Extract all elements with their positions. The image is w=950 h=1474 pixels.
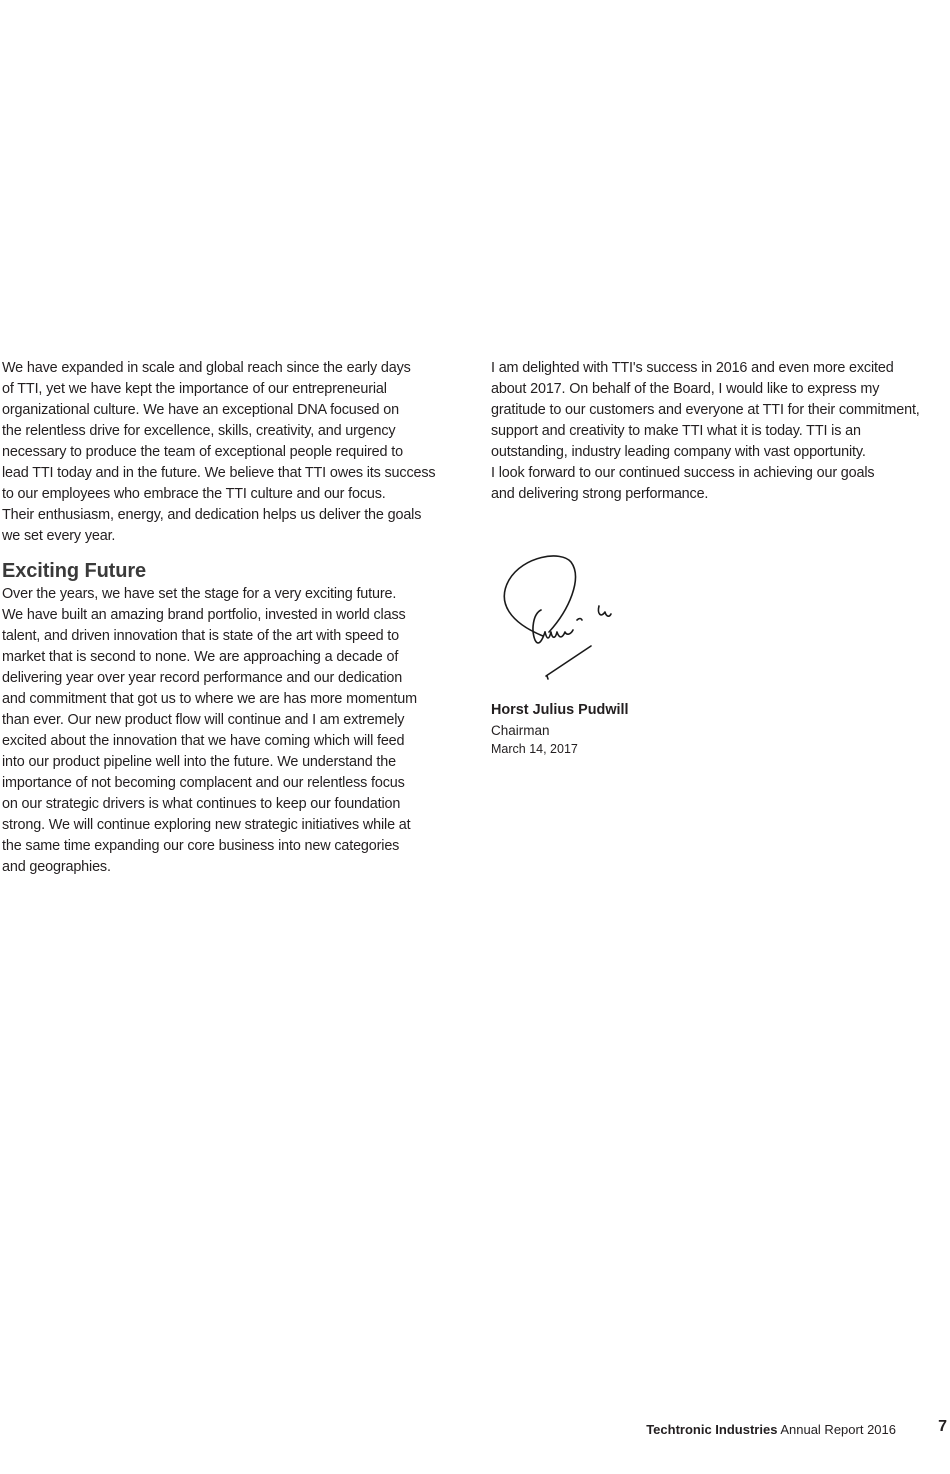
text-line: to our employees who embrace the TTI culture and our focus. [2, 486, 386, 502]
paragraph-exciting-future [2, 584, 472, 878]
footer-brand: Techtronic Industries [646, 1422, 778, 1437]
text-line: about 2017. On behalf of the Board, I would like to express my [491, 381, 880, 397]
signature-date: March 14, 2017 [491, 742, 578, 756]
text-line: necessary to produce the team of exceptional people required to [2, 444, 403, 460]
text-line: gratitude to our customers and everyone at TTI for their commitment, [491, 402, 920, 418]
paragraph-closing [491, 358, 949, 505]
signatory-title: Chairman [491, 723, 550, 738]
text-line: support and creativity to make TTI what it is today. TTI is an [491, 423, 861, 439]
text-line: into our product pipeline well into the future. We understand the [2, 754, 396, 770]
text-line: lead TTI today and in the future. We believe that TTI owes its success [2, 465, 436, 481]
text-line: than ever. Our new product flow will continue and I am extremely [2, 712, 405, 728]
section-heading: Exciting Future [2, 560, 147, 582]
text-line: talent, and driven innovation that is state of the art with speed to [2, 628, 399, 644]
text-line: Over the years, we have set the stage for a very exciting future. [2, 586, 397, 602]
signatory-name: Horst Julius Pudwill [491, 702, 629, 718]
signature-image [491, 548, 631, 683]
text-line: and delivering strong performance. [491, 486, 709, 502]
right-column [491, 358, 949, 505]
text-line: we set every year. [2, 528, 116, 544]
text-line: Their enthusiasm, energy, and dedication helps us deliver the goals [2, 507, 422, 523]
text-line: importance of not becoming complacent and our relentless focus [2, 775, 405, 791]
text-line: the relentless drive for excellence, skills, creativity, and urgency [2, 423, 396, 439]
footer-report: Annual Report 2016 [780, 1422, 896, 1437]
text-line: organizational culture. We have an exceptional DNA focused on [2, 402, 399, 418]
left-column [2, 358, 472, 878]
page-number: 7 [938, 1418, 947, 1435]
text-line: and commitment that got us to where we are has more momentum [2, 691, 417, 707]
text-line: We have built an amazing brand portfolio, invested in world class [2, 607, 406, 623]
text-line: We have expanded in scale and global reach since the early days [2, 360, 411, 376]
text-line: outstanding, industry leading company with vast opportunity. [491, 444, 866, 460]
text-line: and geographies. [2, 859, 111, 875]
text-line: strong. We will continue exploring new strategic initiatives while at [2, 817, 411, 833]
paragraph-culture [2, 358, 472, 547]
text-line: excited about the innovation that we have coming which will feed [2, 733, 405, 749]
text-line: I am delighted with TTI's success in 2016 and even more excited [491, 360, 894, 376]
text-line: of TTI, yet we have kept the importance of our entrepreneurial [2, 381, 387, 397]
footer [646, 1422, 896, 1437]
text-line: I look forward to our continued success in achieving our goals [491, 465, 875, 481]
text-line: market that is second to none. We are approaching a decade of [2, 649, 399, 665]
text-line: delivering year over year record performance and our dedication [2, 670, 403, 686]
text-line: on our strategic drivers is what continues to keep our foundation [2, 796, 401, 812]
text-line: the same time expanding our core business into new categories [2, 838, 400, 854]
